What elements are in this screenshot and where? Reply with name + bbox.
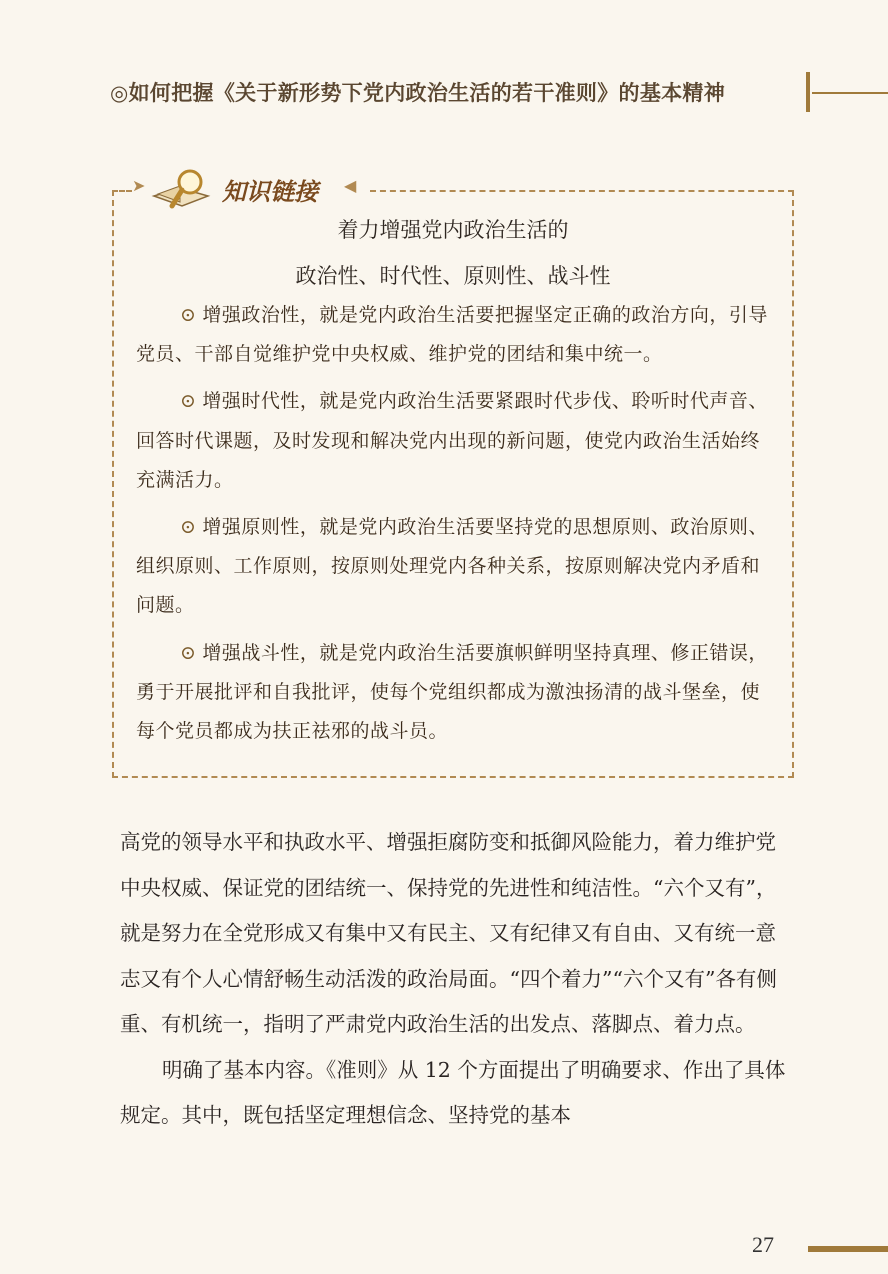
knowledge-link-label: 知识链接: [222, 178, 318, 206]
paragraph-text: 增强原则性，就是党内政治生活要坚持党的思想原则、政治原则、组织原则、工作原则，按原则处理党内各种关系，按原则解决党内矛盾和问题。: [136, 516, 768, 617]
footer-rule: [808, 1246, 888, 1252]
header-rule: [812, 92, 888, 94]
knowledge-paragraph: [136, 382, 778, 500]
bullet-icon: ⊙: [180, 390, 197, 413]
paragraph-text: 增强政治性，就是党内政治生活要把握坚定正确的政治方向，引导党员、干部自觉维护党中央权威、维护党的团结和集中统一。: [136, 304, 768, 366]
arrow-right-icon: ➤: [132, 176, 146, 195]
box-heading-line1: 着力增强党内政治生活的: [337, 218, 569, 242]
running-header: [110, 72, 810, 112]
page-number: 27: [752, 1232, 774, 1257]
paragraph-text: 增强战斗性，就是党内政治生活要旗帜鲜明坚持真理、修正错误，勇于开展批评和自我批评，使每个党组织都成为激浊扬清的战斗堡垒，使每个党员都成为扶正祛邪的战斗员。: [136, 641, 768, 743]
bullet-icon: ⊙: [180, 304, 197, 326]
knowledge-paragraph: [136, 634, 778, 752]
knowledge-paragraph: [136, 296, 778, 374]
arrow-left-icon: ◀: [344, 176, 357, 195]
book-magnifier-icon: [150, 166, 214, 212]
header-title: ◎如何把握《关于新形势下党内政治生活的若干准则》的基本精神: [110, 81, 726, 105]
knowledge-box-body: [136, 296, 778, 759]
main-paragraph-continued: 高党的领导水平和执政水平、增强拒腐防变和抵御风险能力，着力维护党中央权威、保证党的团结统一、保持党的先进性和纯洁性。“六个又有”，就是努力在全党形成又有集中又有民主、又有纪律又有自由、又有统一意志又有个人心情舒畅生动活泼的政治局面。“四个着力”“六个又有”各有侧重、有机统一，指明了严肃党内政治生活的出发点、落脚点、着力点。: [120, 830, 777, 1036]
knowledge-paragraph: [136, 508, 778, 626]
bullet-icon: ⊙: [180, 516, 197, 539]
bullet-icon: ⊙: [180, 641, 197, 664]
header-accent-bar: [806, 72, 810, 112]
main-text: [120, 820, 792, 1139]
box-heading-line2: 政治性、时代性、原则性、战斗性: [295, 264, 611, 288]
paragraph-text: 增强时代性，就是党内政治生活要紧跟时代步伐、聆听时代声音、回答时代课题，及时发现和解决党内出现的新问题，使党内政治生活始终充满活力。: [136, 390, 768, 491]
main-paragraph: 明确了基本内容。《准则》从 12 个方面提出了明确要求、作出了具体规定。其中，既包括坚定理想信念、坚持党的基本: [120, 1057, 786, 1127]
